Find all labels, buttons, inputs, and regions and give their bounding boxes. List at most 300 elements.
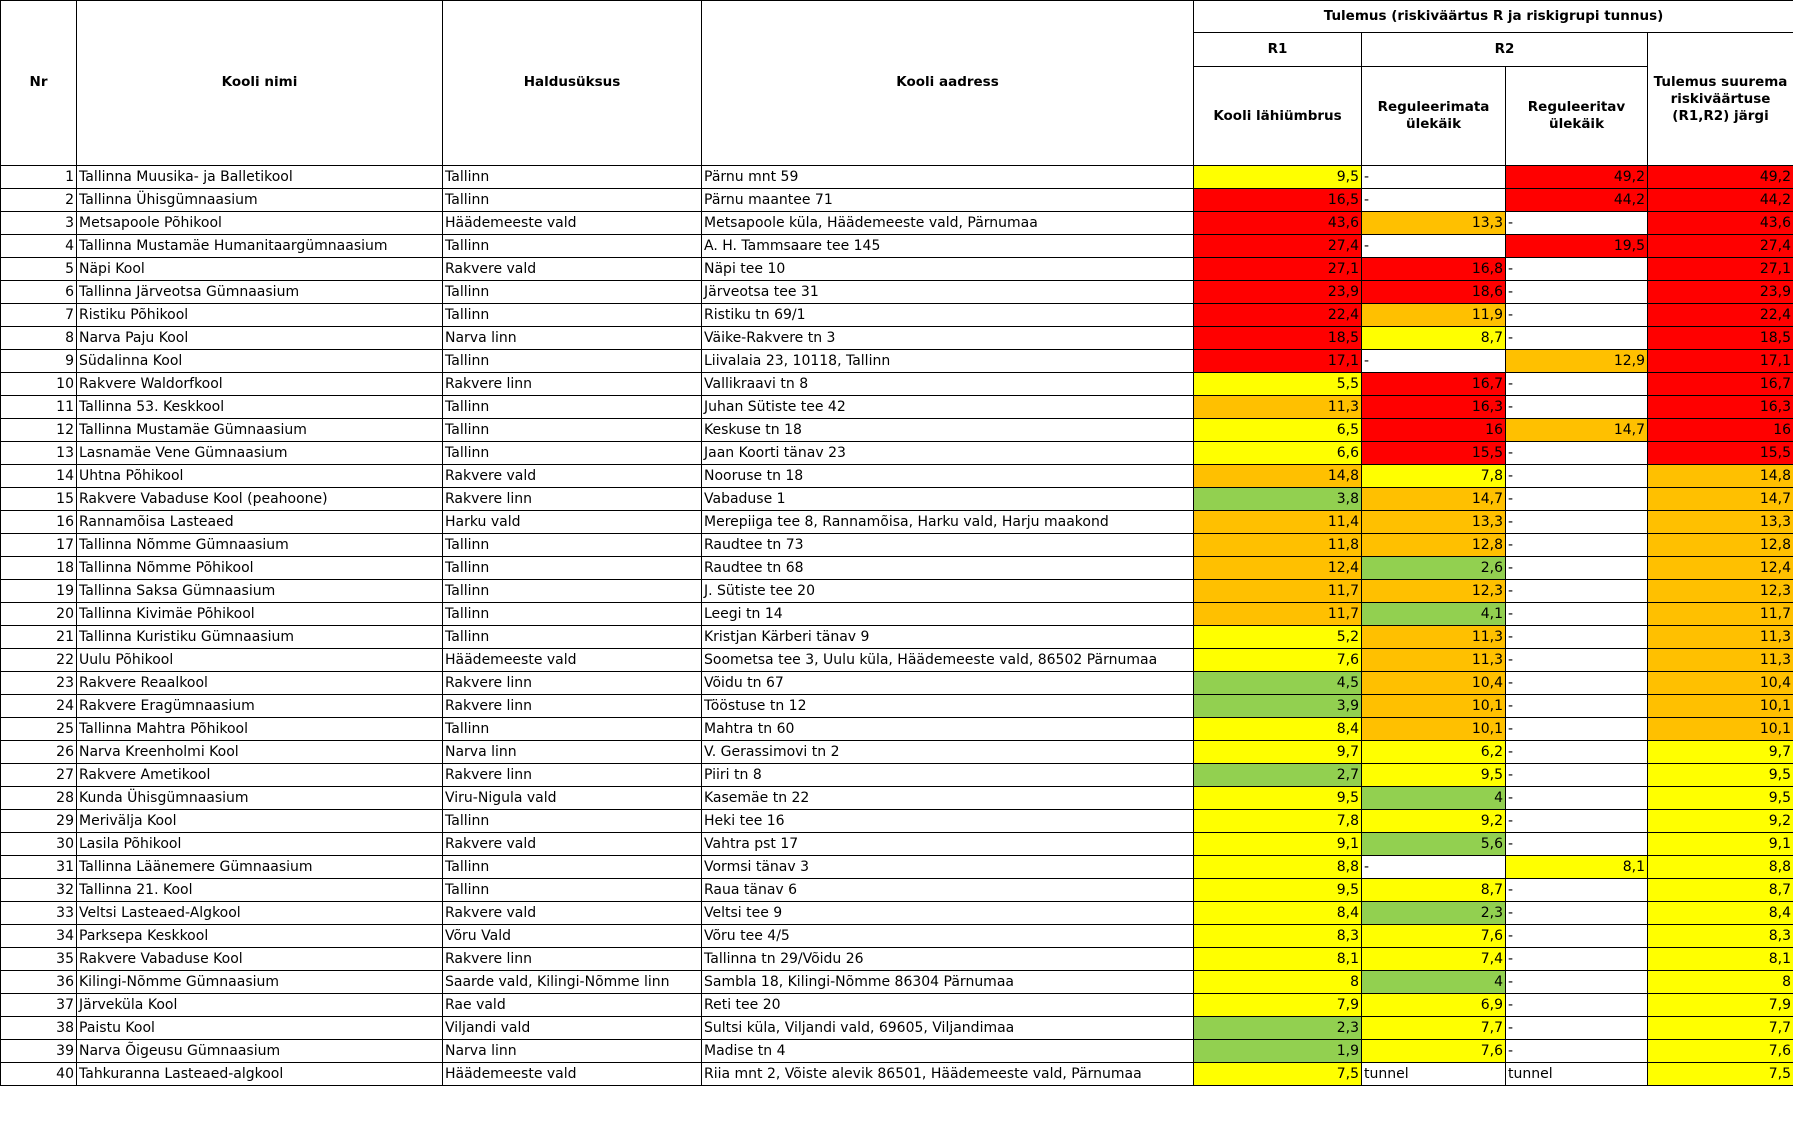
address-cell[interactable]: Tallinna tn 29/Võidu 26 bbox=[702, 948, 1194, 971]
r2-regulated-cell[interactable]: tunnel bbox=[1506, 1063, 1648, 1086]
row-nr-cell[interactable]: 36 bbox=[1, 971, 77, 994]
r1-value-cell[interactable]: 8 bbox=[1194, 971, 1362, 994]
r2-regulated-cell[interactable]: 12,9 bbox=[1506, 350, 1648, 373]
table-row[interactable] bbox=[1, 465, 1793, 488]
admin-unit-cell[interactable]: Tallinn bbox=[443, 718, 702, 741]
r2-regulated-cell[interactable]: - bbox=[1506, 695, 1648, 718]
r1-value-cell[interactable]: 5,2 bbox=[1194, 626, 1362, 649]
result-value-cell[interactable]: 8,4 bbox=[1648, 902, 1793, 925]
r2-unregulated-cell[interactable]: 7,8 bbox=[1362, 465, 1506, 488]
row-nr-cell[interactable]: 3 bbox=[1, 212, 77, 235]
school-name-cell[interactable]: Tahkuranna Lasteaed-algkool bbox=[77, 1063, 443, 1086]
r1-value-cell[interactable]: 5,5 bbox=[1194, 373, 1362, 396]
r2-regulated-cell[interactable]: - bbox=[1506, 994, 1648, 1017]
school-name-cell[interactable]: Rakvere Eragümnaasium bbox=[77, 695, 443, 718]
result-value-cell[interactable]: 12,8 bbox=[1648, 534, 1793, 557]
admin-unit-cell[interactable]: Tallinn bbox=[443, 350, 702, 373]
admin-unit-cell[interactable]: Tallinn bbox=[443, 879, 702, 902]
admin-unit-cell[interactable]: Rakvere vald bbox=[443, 833, 702, 856]
r2-regulated-cell[interactable]: - bbox=[1506, 718, 1648, 741]
r1-value-cell[interactable]: 8,4 bbox=[1194, 718, 1362, 741]
r1-value-cell[interactable]: 11,8 bbox=[1194, 534, 1362, 557]
address-cell[interactable]: Merepiiga tee 8, Rannamõisa, Harku vald, Harju maakond bbox=[702, 511, 1194, 534]
r2-unregulated-cell[interactable]: 11,3 bbox=[1362, 626, 1506, 649]
table-row[interactable] bbox=[1, 787, 1793, 810]
r1-value-cell[interactable]: 2,3 bbox=[1194, 1017, 1362, 1040]
r2-regulated-cell[interactable]: - bbox=[1506, 879, 1648, 902]
row-nr-cell[interactable]: 6 bbox=[1, 281, 77, 304]
r1-value-cell[interactable]: 12,4 bbox=[1194, 557, 1362, 580]
admin-unit-cell[interactable]: Rae vald bbox=[443, 994, 702, 1017]
school-name-cell[interactable]: Narva Õigeusu Gümnaasium bbox=[77, 1040, 443, 1063]
r2-unregulated-cell[interactable]: - bbox=[1362, 235, 1506, 258]
school-name-cell[interactable]: Tallinna Mustamäe Gümnaasium bbox=[77, 419, 443, 442]
school-name-cell[interactable]: Rannamõisa Lasteaed bbox=[77, 511, 443, 534]
r2-regulated-cell[interactable]: - bbox=[1506, 925, 1648, 948]
result-value-cell[interactable]: 16,3 bbox=[1648, 396, 1793, 419]
school-name-cell[interactable]: Tallinna Kivimäe Põhikool bbox=[77, 603, 443, 626]
address-cell[interactable]: Piiri tn 8 bbox=[702, 764, 1194, 787]
admin-unit-cell[interactable]: Rakvere vald bbox=[443, 258, 702, 281]
admin-unit-cell[interactable]: Tallinn bbox=[443, 534, 702, 557]
address-cell[interactable]: Kristjan Kärberi tänav 9 bbox=[702, 626, 1194, 649]
table-row[interactable] bbox=[1, 741, 1793, 764]
address-cell[interactable]: Raudtee tn 68 bbox=[702, 557, 1194, 580]
address-cell[interactable]: Juhan Sütiste tee 42 bbox=[702, 396, 1194, 419]
r1-value-cell[interactable]: 8,1 bbox=[1194, 948, 1362, 971]
school-name-cell[interactable]: Narva Paju Kool bbox=[77, 327, 443, 350]
r2-unregulated-cell[interactable]: 14,7 bbox=[1362, 488, 1506, 511]
r2-regulated-cell[interactable]: - bbox=[1506, 603, 1648, 626]
address-cell[interactable]: Väike-Rakvere tn 3 bbox=[702, 327, 1194, 350]
r1-value-cell[interactable]: 7,6 bbox=[1194, 649, 1362, 672]
row-nr-cell[interactable]: 33 bbox=[1, 902, 77, 925]
r2-regulated-cell[interactable]: - bbox=[1506, 787, 1648, 810]
r1-value-cell[interactable]: 9,1 bbox=[1194, 833, 1362, 856]
r2-unregulated-cell[interactable]: 6,9 bbox=[1362, 994, 1506, 1017]
r2-unregulated-cell[interactable]: 2,3 bbox=[1362, 902, 1506, 925]
r2-unregulated-cell[interactable]: 7,7 bbox=[1362, 1017, 1506, 1040]
r2-unregulated-cell[interactable]: 12,3 bbox=[1362, 580, 1506, 603]
r2-unregulated-cell[interactable]: 7,6 bbox=[1362, 1040, 1506, 1063]
table-row[interactable] bbox=[1, 672, 1793, 695]
admin-unit-cell[interactable]: Häädemeeste vald bbox=[443, 649, 702, 672]
table-row[interactable] bbox=[1, 327, 1793, 350]
header-r2-unregulated[interactable]: Reguleerimata ülekäik bbox=[1362, 67, 1506, 166]
table-row[interactable] bbox=[1, 557, 1793, 580]
table-row[interactable] bbox=[1, 925, 1793, 948]
result-value-cell[interactable]: 8,7 bbox=[1648, 879, 1793, 902]
address-cell[interactable]: Järveotsa tee 31 bbox=[702, 281, 1194, 304]
r2-unregulated-cell[interactable]: 10,1 bbox=[1362, 718, 1506, 741]
header-r1[interactable]: R1 bbox=[1194, 33, 1362, 67]
table-row[interactable] bbox=[1, 419, 1793, 442]
result-value-cell[interactable]: 44,2 bbox=[1648, 189, 1793, 212]
row-nr-cell[interactable]: 15 bbox=[1, 488, 77, 511]
r2-unregulated-cell[interactable]: 18,6 bbox=[1362, 281, 1506, 304]
result-value-cell[interactable]: 15,5 bbox=[1648, 442, 1793, 465]
r1-value-cell[interactable]: 17,1 bbox=[1194, 350, 1362, 373]
row-nr-cell[interactable]: 23 bbox=[1, 672, 77, 695]
table-row[interactable] bbox=[1, 902, 1793, 925]
r2-regulated-cell[interactable]: - bbox=[1506, 557, 1648, 580]
table-row[interactable] bbox=[1, 212, 1793, 235]
school-name-cell[interactable]: Rakvere Vabaduse Kool bbox=[77, 948, 443, 971]
admin-unit-cell[interactable]: Rakvere linn bbox=[443, 672, 702, 695]
table-row[interactable] bbox=[1, 258, 1793, 281]
address-cell[interactable]: Vahtra pst 17 bbox=[702, 833, 1194, 856]
school-name-cell[interactable]: Tallinna Ühisgümnaasium bbox=[77, 189, 443, 212]
school-name-cell[interactable]: Narva Kreenholmi Kool bbox=[77, 741, 443, 764]
r2-regulated-cell[interactable]: - bbox=[1506, 1017, 1648, 1040]
admin-unit-cell[interactable]: Rakvere linn bbox=[443, 488, 702, 511]
admin-unit-cell[interactable]: Tallinn bbox=[443, 235, 702, 258]
result-value-cell[interactable]: 12,4 bbox=[1648, 557, 1793, 580]
result-value-cell[interactable]: 11,7 bbox=[1648, 603, 1793, 626]
header-school-address[interactable]: Kooli aadress bbox=[702, 1, 1194, 166]
admin-unit-cell[interactable]: Rakvere linn bbox=[443, 695, 702, 718]
row-nr-cell[interactable]: 13 bbox=[1, 442, 77, 465]
r2-regulated-cell[interactable]: - bbox=[1506, 304, 1648, 327]
address-cell[interactable]: Liivalaia 23, 10118, Tallinn bbox=[702, 350, 1194, 373]
r2-unregulated-cell[interactable]: 8,7 bbox=[1362, 879, 1506, 902]
address-cell[interactable]: Keskuse tn 18 bbox=[702, 419, 1194, 442]
school-name-cell[interactable]: Parksepa Keskkool bbox=[77, 925, 443, 948]
r2-unregulated-cell[interactable]: 5,6 bbox=[1362, 833, 1506, 856]
row-nr-cell[interactable]: 40 bbox=[1, 1063, 77, 1086]
address-cell[interactable]: Raudtee tn 73 bbox=[702, 534, 1194, 557]
school-name-cell[interactable]: Tallinna 21. Kool bbox=[77, 879, 443, 902]
table-row[interactable] bbox=[1, 948, 1793, 971]
r2-unregulated-cell[interactable]: 8,7 bbox=[1362, 327, 1506, 350]
r1-value-cell[interactable]: 22,4 bbox=[1194, 304, 1362, 327]
address-cell[interactable]: Soometsa tee 3, Uulu küla, Häädemeeste vald, 86502 Pärnumaa bbox=[702, 649, 1194, 672]
table-row[interactable] bbox=[1, 1017, 1793, 1040]
address-cell[interactable]: Madise tn 4 bbox=[702, 1040, 1194, 1063]
r1-value-cell[interactable]: 23,9 bbox=[1194, 281, 1362, 304]
r2-regulated-cell[interactable]: - bbox=[1506, 971, 1648, 994]
r1-value-cell[interactable]: 3,9 bbox=[1194, 695, 1362, 718]
admin-unit-cell[interactable]: Tallinn bbox=[443, 603, 702, 626]
row-nr-cell[interactable]: 8 bbox=[1, 327, 77, 350]
r1-value-cell[interactable]: 8,3 bbox=[1194, 925, 1362, 948]
row-nr-cell[interactable]: 31 bbox=[1, 856, 77, 879]
table-row[interactable] bbox=[1, 281, 1793, 304]
r2-regulated-cell[interactable]: - bbox=[1506, 1040, 1648, 1063]
r1-value-cell[interactable]: 8,8 bbox=[1194, 856, 1362, 879]
r1-value-cell[interactable]: 18,5 bbox=[1194, 327, 1362, 350]
result-value-cell[interactable]: 7,6 bbox=[1648, 1040, 1793, 1063]
admin-unit-cell[interactable]: Tallinn bbox=[443, 281, 702, 304]
result-value-cell[interactable]: 49,2 bbox=[1648, 166, 1793, 189]
row-nr-cell[interactable]: 21 bbox=[1, 626, 77, 649]
row-nr-cell[interactable]: 1 bbox=[1, 166, 77, 189]
table-row[interactable] bbox=[1, 488, 1793, 511]
table-row[interactable] bbox=[1, 442, 1793, 465]
row-nr-cell[interactable]: 37 bbox=[1, 994, 77, 1017]
admin-unit-cell[interactable]: Rakvere vald bbox=[443, 902, 702, 925]
result-value-cell[interactable]: 27,4 bbox=[1648, 235, 1793, 258]
school-name-cell[interactable]: Uulu Põhikool bbox=[77, 649, 443, 672]
r1-value-cell[interactable]: 27,4 bbox=[1194, 235, 1362, 258]
table-row[interactable] bbox=[1, 626, 1793, 649]
admin-unit-cell[interactable]: Häädemeeste vald bbox=[443, 212, 702, 235]
r2-unregulated-cell[interactable]: tunnel bbox=[1362, 1063, 1506, 1086]
school-name-cell[interactable]: Lasnamäe Vene Gümnaasium bbox=[77, 442, 443, 465]
table-row[interactable] bbox=[1, 166, 1793, 189]
admin-unit-cell[interactable]: Rakvere linn bbox=[443, 373, 702, 396]
table-row[interactable] bbox=[1, 1040, 1793, 1063]
r1-value-cell[interactable]: 11,3 bbox=[1194, 396, 1362, 419]
table-row[interactable] bbox=[1, 350, 1793, 373]
r2-unregulated-cell[interactable]: 15,5 bbox=[1362, 442, 1506, 465]
row-nr-cell[interactable]: 11 bbox=[1, 396, 77, 419]
result-value-cell[interactable]: 9,7 bbox=[1648, 741, 1793, 764]
table-row[interactable] bbox=[1, 695, 1793, 718]
admin-unit-cell[interactable]: Viru-Nigula vald bbox=[443, 787, 702, 810]
school-name-cell[interactable]: Rakvere Waldorfkool bbox=[77, 373, 443, 396]
row-nr-cell[interactable]: 5 bbox=[1, 258, 77, 281]
address-cell[interactable]: A. H. Tammsaare tee 145 bbox=[702, 235, 1194, 258]
r2-unregulated-cell[interactable]: 13,3 bbox=[1362, 212, 1506, 235]
result-value-cell[interactable]: 17,1 bbox=[1648, 350, 1793, 373]
address-cell[interactable]: Mahtra tn 60 bbox=[702, 718, 1194, 741]
r1-value-cell[interactable]: 1,9 bbox=[1194, 1040, 1362, 1063]
row-nr-cell[interactable]: 26 bbox=[1, 741, 77, 764]
r2-regulated-cell[interactable]: 8,1 bbox=[1506, 856, 1648, 879]
r2-unregulated-cell[interactable]: 12,8 bbox=[1362, 534, 1506, 557]
result-value-cell[interactable]: 9,1 bbox=[1648, 833, 1793, 856]
result-value-cell[interactable]: 8 bbox=[1648, 971, 1793, 994]
r2-unregulated-cell[interactable]: - bbox=[1362, 856, 1506, 879]
r2-unregulated-cell[interactable]: 10,1 bbox=[1362, 695, 1506, 718]
r2-regulated-cell[interactable]: - bbox=[1506, 741, 1648, 764]
admin-unit-cell[interactable]: Rakvere linn bbox=[443, 948, 702, 971]
result-value-cell[interactable]: 9,5 bbox=[1648, 787, 1793, 810]
school-name-cell[interactable]: Rakvere Vabaduse Kool (peahoone) bbox=[77, 488, 443, 511]
result-value-cell[interactable]: 9,5 bbox=[1648, 764, 1793, 787]
address-cell[interactable]: Nooruse tn 18 bbox=[702, 465, 1194, 488]
result-value-cell[interactable]: 16,7 bbox=[1648, 373, 1793, 396]
r2-regulated-cell[interactable]: - bbox=[1506, 764, 1648, 787]
r2-regulated-cell[interactable]: - bbox=[1506, 373, 1648, 396]
r2-regulated-cell[interactable]: - bbox=[1506, 649, 1648, 672]
address-cell[interactable]: Sultsi küla, Viljandi vald, 69605, Viljandimaa bbox=[702, 1017, 1194, 1040]
table-row[interactable] bbox=[1, 810, 1793, 833]
r1-value-cell[interactable]: 3,8 bbox=[1194, 488, 1362, 511]
r2-unregulated-cell[interactable]: 16,8 bbox=[1362, 258, 1506, 281]
row-nr-cell[interactable]: 39 bbox=[1, 1040, 77, 1063]
row-nr-cell[interactable]: 24 bbox=[1, 695, 77, 718]
table-row[interactable] bbox=[1, 971, 1793, 994]
header-result[interactable]: Tulemus suurema riskiväärtuse (R1,R2) järgi bbox=[1648, 33, 1793, 166]
school-name-cell[interactable]: Rakvere Ametikool bbox=[77, 764, 443, 787]
address-cell[interactable]: Sambla 18, Kilingi-Nõmme 86304 Pärnumaa bbox=[702, 971, 1194, 994]
header-r1-surroundings[interactable]: Kooli lähiümbrus bbox=[1194, 67, 1362, 166]
r1-value-cell[interactable]: 6,5 bbox=[1194, 419, 1362, 442]
r1-value-cell[interactable]: 4,5 bbox=[1194, 672, 1362, 695]
r1-value-cell[interactable]: 9,5 bbox=[1194, 166, 1362, 189]
r2-regulated-cell[interactable]: - bbox=[1506, 580, 1648, 603]
address-cell[interactable]: Raua tänav 6 bbox=[702, 879, 1194, 902]
address-cell[interactable]: Leegi tn 14 bbox=[702, 603, 1194, 626]
result-value-cell[interactable]: 14,7 bbox=[1648, 488, 1793, 511]
r2-unregulated-cell[interactable]: 16,7 bbox=[1362, 373, 1506, 396]
result-value-cell[interactable]: 9,2 bbox=[1648, 810, 1793, 833]
header-school-name[interactable]: Kooli nimi bbox=[77, 1, 443, 166]
r2-regulated-cell[interactable]: - bbox=[1506, 465, 1648, 488]
r2-unregulated-cell[interactable]: 7,6 bbox=[1362, 925, 1506, 948]
row-nr-cell[interactable]: 29 bbox=[1, 810, 77, 833]
admin-unit-cell[interactable]: Saarde vald, Kilingi-Nõmme linn bbox=[443, 971, 702, 994]
r2-regulated-cell[interactable]: - bbox=[1506, 534, 1648, 557]
admin-unit-cell[interactable]: Tallinn bbox=[443, 304, 702, 327]
header-r2[interactable]: R2 bbox=[1362, 33, 1648, 67]
r1-value-cell[interactable]: 14,8 bbox=[1194, 465, 1362, 488]
r2-regulated-cell[interactable]: - bbox=[1506, 833, 1648, 856]
r1-value-cell[interactable]: 9,5 bbox=[1194, 879, 1362, 902]
admin-unit-cell[interactable]: Viljandi vald bbox=[443, 1017, 702, 1040]
r2-unregulated-cell[interactable]: 4 bbox=[1362, 971, 1506, 994]
address-cell[interactable]: Veltsi tee 9 bbox=[702, 902, 1194, 925]
row-nr-cell[interactable]: 9 bbox=[1, 350, 77, 373]
r2-regulated-cell[interactable]: - bbox=[1506, 488, 1648, 511]
school-name-cell[interactable]: Metsapoole Põhikool bbox=[77, 212, 443, 235]
result-value-cell[interactable]: 10,1 bbox=[1648, 695, 1793, 718]
table-row[interactable] bbox=[1, 1063, 1793, 1086]
table-row[interactable] bbox=[1, 580, 1793, 603]
address-cell[interactable]: Vallikraavi tn 8 bbox=[702, 373, 1194, 396]
result-value-cell[interactable]: 23,9 bbox=[1648, 281, 1793, 304]
r2-regulated-cell[interactable]: - bbox=[1506, 396, 1648, 419]
r2-regulated-cell[interactable]: 19,5 bbox=[1506, 235, 1648, 258]
school-name-cell[interactable]: Tallinna Saksa Gümnaasium bbox=[77, 580, 443, 603]
r2-regulated-cell[interactable]: - bbox=[1506, 327, 1648, 350]
row-nr-cell[interactable]: 35 bbox=[1, 948, 77, 971]
table-row[interactable] bbox=[1, 879, 1793, 902]
school-name-cell[interactable]: Kunda Ühisgümnaasium bbox=[77, 787, 443, 810]
admin-unit-cell[interactable]: Harku vald bbox=[443, 511, 702, 534]
address-cell[interactable]: Metsapoole küla, Häädemeeste vald, Pärnumaa bbox=[702, 212, 1194, 235]
admin-unit-cell[interactable]: Tallinn bbox=[443, 557, 702, 580]
school-name-cell[interactable]: Merivälja Kool bbox=[77, 810, 443, 833]
r2-unregulated-cell[interactable]: 6,2 bbox=[1362, 741, 1506, 764]
r1-value-cell[interactable]: 8,4 bbox=[1194, 902, 1362, 925]
table-row[interactable] bbox=[1, 994, 1793, 1017]
table-row[interactable] bbox=[1, 511, 1793, 534]
r2-unregulated-cell[interactable]: - bbox=[1362, 350, 1506, 373]
result-value-cell[interactable]: 7,9 bbox=[1648, 994, 1793, 1017]
table-row[interactable] bbox=[1, 534, 1793, 557]
table-row[interactable] bbox=[1, 833, 1793, 856]
admin-unit-cell[interactable]: Võru Vald bbox=[443, 925, 702, 948]
r2-regulated-cell[interactable]: 14,7 bbox=[1506, 419, 1648, 442]
result-value-cell[interactable]: 18,5 bbox=[1648, 327, 1793, 350]
header-r2-regulated[interactable]: Reguleeritav ülekäik bbox=[1506, 67, 1648, 166]
row-nr-cell[interactable]: 4 bbox=[1, 235, 77, 258]
row-nr-cell[interactable]: 27 bbox=[1, 764, 77, 787]
r2-regulated-cell[interactable]: - bbox=[1506, 281, 1648, 304]
r1-value-cell[interactable]: 27,1 bbox=[1194, 258, 1362, 281]
r2-regulated-cell[interactable]: 49,2 bbox=[1506, 166, 1648, 189]
address-cell[interactable]: Jaan Koorti tänav 23 bbox=[702, 442, 1194, 465]
school-name-cell[interactable]: Südalinna Kool bbox=[77, 350, 443, 373]
address-cell[interactable]: Ristiku tn 69/1 bbox=[702, 304, 1194, 327]
address-cell[interactable]: Pärnu mnt 59 bbox=[702, 166, 1194, 189]
row-nr-cell[interactable]: 19 bbox=[1, 580, 77, 603]
row-nr-cell[interactable]: 25 bbox=[1, 718, 77, 741]
r1-value-cell[interactable]: 7,5 bbox=[1194, 1063, 1362, 1086]
admin-unit-cell[interactable]: Tallinn bbox=[443, 442, 702, 465]
header-admin-unit[interactable]: Haldusüksus bbox=[443, 1, 702, 166]
r2-unregulated-cell[interactable]: - bbox=[1362, 189, 1506, 212]
r2-regulated-cell[interactable]: - bbox=[1506, 902, 1648, 925]
school-name-cell[interactable]: Ristiku Põhikool bbox=[77, 304, 443, 327]
admin-unit-cell[interactable]: Tallinn bbox=[443, 856, 702, 879]
r2-unregulated-cell[interactable]: 2,6 bbox=[1362, 557, 1506, 580]
row-nr-cell[interactable]: 10 bbox=[1, 373, 77, 396]
school-name-cell[interactable]: Rakvere Reaalkool bbox=[77, 672, 443, 695]
r2-unregulated-cell[interactable]: 16,3 bbox=[1362, 396, 1506, 419]
r2-unregulated-cell[interactable]: 7,4 bbox=[1362, 948, 1506, 971]
row-nr-cell[interactable]: 30 bbox=[1, 833, 77, 856]
result-value-cell[interactable]: 43,6 bbox=[1648, 212, 1793, 235]
r2-regulated-cell[interactable]: - bbox=[1506, 258, 1648, 281]
table-row[interactable] bbox=[1, 396, 1793, 419]
school-name-cell[interactable]: Järveküla Kool bbox=[77, 994, 443, 1017]
admin-unit-cell[interactable]: Tallinn bbox=[443, 396, 702, 419]
result-value-cell[interactable]: 11,3 bbox=[1648, 626, 1793, 649]
result-value-cell[interactable]: 14,8 bbox=[1648, 465, 1793, 488]
r1-value-cell[interactable]: 16,5 bbox=[1194, 189, 1362, 212]
r2-unregulated-cell[interactable]: 9,5 bbox=[1362, 764, 1506, 787]
school-name-cell[interactable]: Tallinna Mustamäe Humanitaargümnaasium bbox=[77, 235, 443, 258]
r2-regulated-cell[interactable]: - bbox=[1506, 948, 1648, 971]
school-name-cell[interactable]: Tallinna Kuristiku Gümnaasium bbox=[77, 626, 443, 649]
r2-unregulated-cell[interactable]: 16 bbox=[1362, 419, 1506, 442]
admin-unit-cell[interactable]: Tallinn bbox=[443, 580, 702, 603]
row-nr-cell[interactable]: 18 bbox=[1, 557, 77, 580]
admin-unit-cell[interactable]: Narva linn bbox=[443, 1040, 702, 1063]
r2-regulated-cell[interactable]: - bbox=[1506, 810, 1648, 833]
address-cell[interactable]: Pärnu maantee 71 bbox=[702, 189, 1194, 212]
r2-unregulated-cell[interactable]: 10,4 bbox=[1362, 672, 1506, 695]
address-cell[interactable]: Tööstuse tn 12 bbox=[702, 695, 1194, 718]
r2-regulated-cell[interactable]: - bbox=[1506, 511, 1648, 534]
school-name-cell[interactable]: Tallinna Nõmme Põhikool bbox=[77, 557, 443, 580]
r2-unregulated-cell[interactable]: 4 bbox=[1362, 787, 1506, 810]
row-nr-cell[interactable]: 28 bbox=[1, 787, 77, 810]
r2-unregulated-cell[interactable]: 13,3 bbox=[1362, 511, 1506, 534]
result-value-cell[interactable]: 7,5 bbox=[1648, 1063, 1793, 1086]
r2-unregulated-cell[interactable]: 9,2 bbox=[1362, 810, 1506, 833]
r1-value-cell[interactable]: 6,6 bbox=[1194, 442, 1362, 465]
table-row[interactable] bbox=[1, 373, 1793, 396]
admin-unit-cell[interactable]: Narva linn bbox=[443, 741, 702, 764]
table-row[interactable] bbox=[1, 764, 1793, 787]
school-name-cell[interactable]: Tallinna Nõmme Gümnaasium bbox=[77, 534, 443, 557]
r2-regulated-cell[interactable]: - bbox=[1506, 626, 1648, 649]
address-cell[interactable]: Näpi tee 10 bbox=[702, 258, 1194, 281]
address-cell[interactable]: Kasemäe tn 22 bbox=[702, 787, 1194, 810]
school-name-cell[interactable]: Lasila Põhikool bbox=[77, 833, 443, 856]
table-row[interactable] bbox=[1, 304, 1793, 327]
r2-regulated-cell[interactable]: - bbox=[1506, 212, 1648, 235]
r1-value-cell[interactable]: 7,8 bbox=[1194, 810, 1362, 833]
admin-unit-cell[interactable]: Tallinn bbox=[443, 626, 702, 649]
result-value-cell[interactable]: 13,3 bbox=[1648, 511, 1793, 534]
table-row[interactable] bbox=[1, 603, 1793, 626]
